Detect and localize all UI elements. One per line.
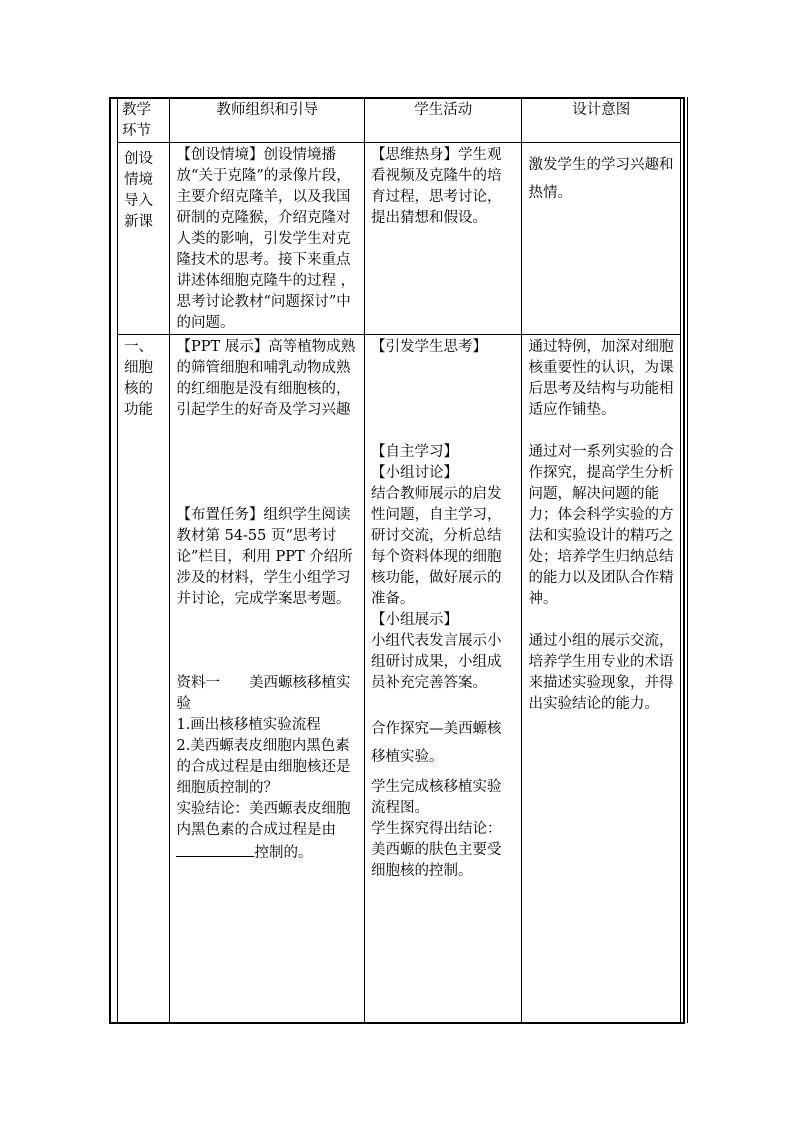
header-student: 学生活动 [365, 98, 522, 143]
intent-cell-nucleus [522, 335, 681, 1023]
header-teacher: 教师组织和引导 [170, 98, 365, 143]
teacher-ppt-text: 【PPT 展示】高等植物成熟的筛管细胞和哺乳动物成熟的红细胞是没有细胞核的，引起学生的好奇及学习兴趣 [176, 339, 356, 418]
stage-line: 情境 [124, 172, 153, 188]
intent-text-2: 通过对一系列实验的合作探究，提高学生分析问题，解决问题的能力；体会科学实验的方法和实验设计的精巧之处；培养学生归纳总结的能力以及团队合作精神。 [528, 444, 674, 607]
intent-cell-intro [522, 143, 681, 335]
spacer [528, 421, 674, 442]
spacer [176, 610, 358, 673]
student-self-study: 【自主学习】 [371, 444, 459, 460]
teacher-task-text: 【布置任务】组织学生阅读教材第 54-55 页“思考讨论”栏目，利用 PPT 介绍所涉及的材料，学生小组学习并讨论，完成学案思考题。 [176, 507, 353, 607]
stage-line: 创设 [124, 151, 153, 167]
teacher-cell-nucleus [170, 335, 365, 1023]
table-frame-right-inner [687, 97, 688, 1023]
student-show-text: 小组代表发言展示小组研讨成果，小组成员补充完善答案。 [371, 633, 502, 691]
spacer [371, 694, 515, 715]
student-text: 【思维热身】学生观看视频及克隆牛的培育过程，思考讨论，提出猜想和假设。 [371, 147, 502, 226]
stage-cell-nucleus [118, 335, 170, 1023]
answer-blank [176, 841, 254, 857]
spacer [176, 421, 358, 505]
material-question-2: 2.美西螈表皮细胞内黑色素的合成过程是由细胞核还是细胞质控制的？ [176, 738, 351, 796]
stage-line: 细胞 [124, 360, 153, 376]
stage-line: 功能 [124, 402, 153, 418]
intent-text-3: 通过小组的展示交流，培养学生用专业的术语来描述实验现象，并得出实验结论的能力。 [528, 633, 674, 712]
stage-cell-intro [118, 143, 170, 335]
stage-line: 导入 [124, 193, 153, 209]
intent-text-1: 通过特例，加深对细胞核重要性的认识，为课后思考及结构与功能相适应作铺垫。 [528, 339, 674, 418]
table-header-row [118, 98, 681, 143]
stage-line: 核的 [124, 381, 153, 397]
table-frame-right [683, 97, 685, 1023]
student-group-show: 【小组展示】 [371, 612, 459, 628]
student-conclusion-text: 学生探究得出结论：美西螈的肤色主要受细胞核的控制。 [371, 821, 502, 879]
student-think-text: 【引发学生思考】 [371, 339, 488, 355]
student-group-discussion: 【小组讨论】 [371, 465, 459, 481]
student-explore-text: 合作探究—美西螈核移植实验。 [371, 721, 502, 765]
conclusion-tail: 控制的。 [254, 845, 313, 861]
student-cell-intro [365, 143, 522, 335]
table-frame-left [109, 97, 111, 1023]
material-question-1: 1.画出核移植实验流程 [176, 717, 321, 733]
spacer [528, 610, 674, 631]
header-intent: 设计意图 [522, 98, 681, 143]
teacher-cell-intro [170, 143, 365, 335]
teacher-text: 【创设情境】创设情境播放“关于克隆”的录像片段，主要介绍克隆羊，以及我国研制的克隆猴，介绍克隆对人类的影响，引发学生对克隆技术的思考。接下来重点讲述体细胞克隆牛的过程 ，思考讨论教材“问题探讨”中的问题。 [176, 147, 356, 331]
lesson-plan-table [117, 97, 681, 1023]
student-cell-nucleus [365, 335, 522, 1023]
intent-text: 激发学生的学习兴趣和热情。 [528, 157, 674, 201]
table-row-nucleus [118, 335, 681, 1023]
material-conclusion [176, 799, 358, 864]
student-flowchart-text: 学生完成核移植实验流程图。 [371, 779, 502, 816]
stage-line: 一、 [124, 339, 153, 355]
student-discussion-text: 结合教师展示的启发性问题，自主学习，研讨交流，分析总结每个资料体现的细胞核功能，做好展示的准备。 [371, 486, 502, 607]
spacer [371, 358, 515, 442]
header-stage: 教学环节 [118, 98, 170, 143]
table-row-intro [118, 143, 681, 335]
conclusion-text: 实验结论：美西螈表皮细胞内黑色素的合成过程是由 [176, 801, 351, 838]
stage-line: 新课 [124, 214, 153, 230]
material-title: 资料一 美西螈核移植实验 [176, 675, 351, 712]
